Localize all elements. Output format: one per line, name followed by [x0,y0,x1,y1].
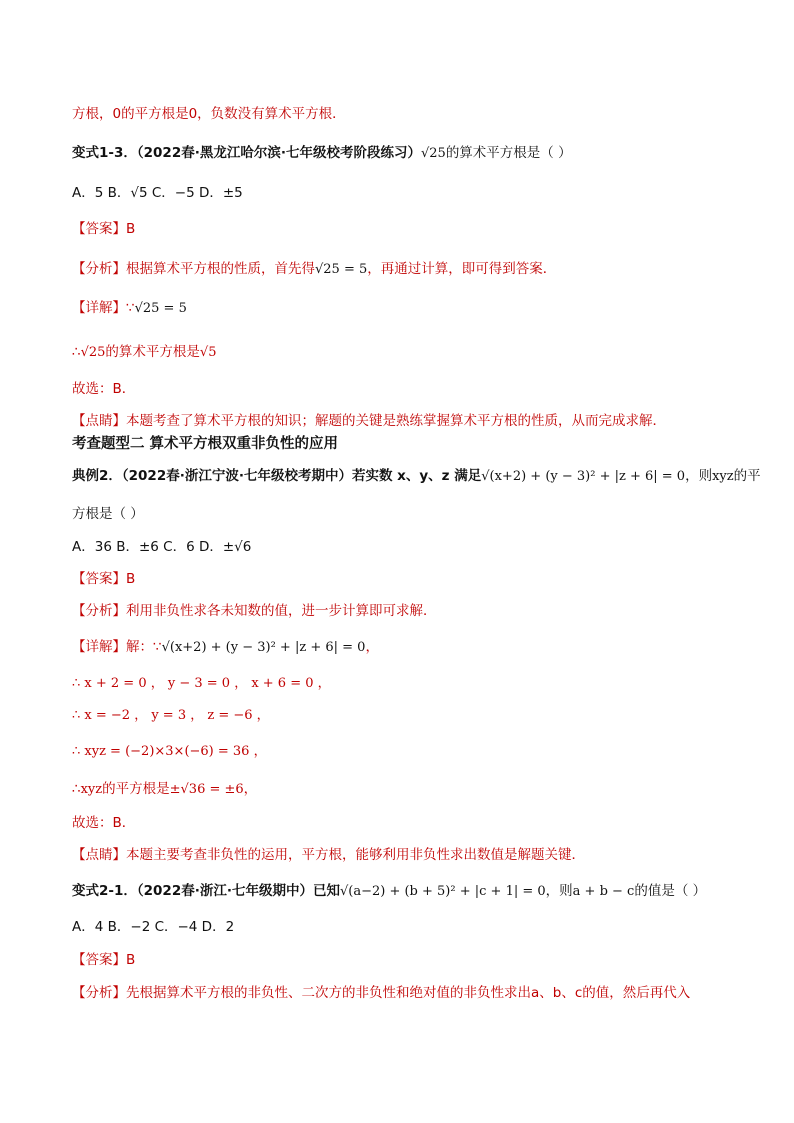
answer: 【答案】B [72,571,136,587]
question-title: 典例2．（2022春·浙江宁波·七年级校考期中）若实数 x、y、z 满足√(x+2) + (y − 3)² + |z + 6| = 0，则xyz的平 [72,468,761,484]
analysis: 【分析】利用非负性求各未知数的值，进一步计算即可求解． [72,603,437,619]
text-line: 方根是（ ） [72,506,144,522]
choices: A．4 B．−2 C．−4 D．2 [72,919,235,935]
analysis: 【分析】根据算术平方根的性质，首先得√25 = 5，再通过计算，即可得到答案． [72,261,557,277]
analysis: 【分析】先根据算术平方根的非负性、二次方的非负性和绝对值的非负性求出a、b、c的值，然后再代入 [72,985,691,1001]
answer: 【答案】B [72,952,136,968]
comment: 【点睛】本题主要考查非负性的运用，平方根，能够利用非负性求出数值是解题关键． [72,847,585,863]
detail: 【详解】解：∵√(x+2) + (y − 3)² + |z + 6| = 0， [72,639,379,655]
answer: 【答案】B [72,221,136,237]
choices: A．5 B．√5 C．−5 D．±5 [72,185,243,201]
text-line: 故选：B． [72,381,136,397]
section-heading: 考查题型二 算术平方根双重非负性的应用 [72,436,339,452]
choices: A．36 B．±6 C．6 D．±√6 [72,539,252,555]
text-line: 故选：B． [72,815,136,831]
text-line: ∴√25的算术平方根是√5 [72,344,217,360]
text-line: 方根，0的平方根是0，负数没有算术平方根． [72,106,346,122]
text-line: ∴xyz的平方根是±√36 = ±6， [72,781,258,797]
question-title: 变式2-1．（2022春·浙江·七年级期中）已知√(a−2) + (b + 5)² + |c + 1| = 0，则a + b − c的值是（ ） [72,883,707,899]
text-line: ∴ xyz = (−2)×3×(−6) = 36 ， [72,744,267,759]
comment: 【点睛】本题考查了算术平方根的知识；解题的关键是熟练掌握算术平方根的性质，从而完成求解． [72,413,666,429]
question-title: 变式1-3．（2022春·黑龙江哈尔滨·七年级校考阶段练习）√25的算术平方根是（ ） [72,145,572,161]
text-line: ∴ x + 2 = 0 ， y − 3 = 0 ， x + 6 = 0 ， [72,676,331,691]
detail: 【详解】∵√25 = 5 [72,300,187,316]
text-line: ∴ x = −2 ， y = 3 ， z = −6 ， [72,708,270,723]
